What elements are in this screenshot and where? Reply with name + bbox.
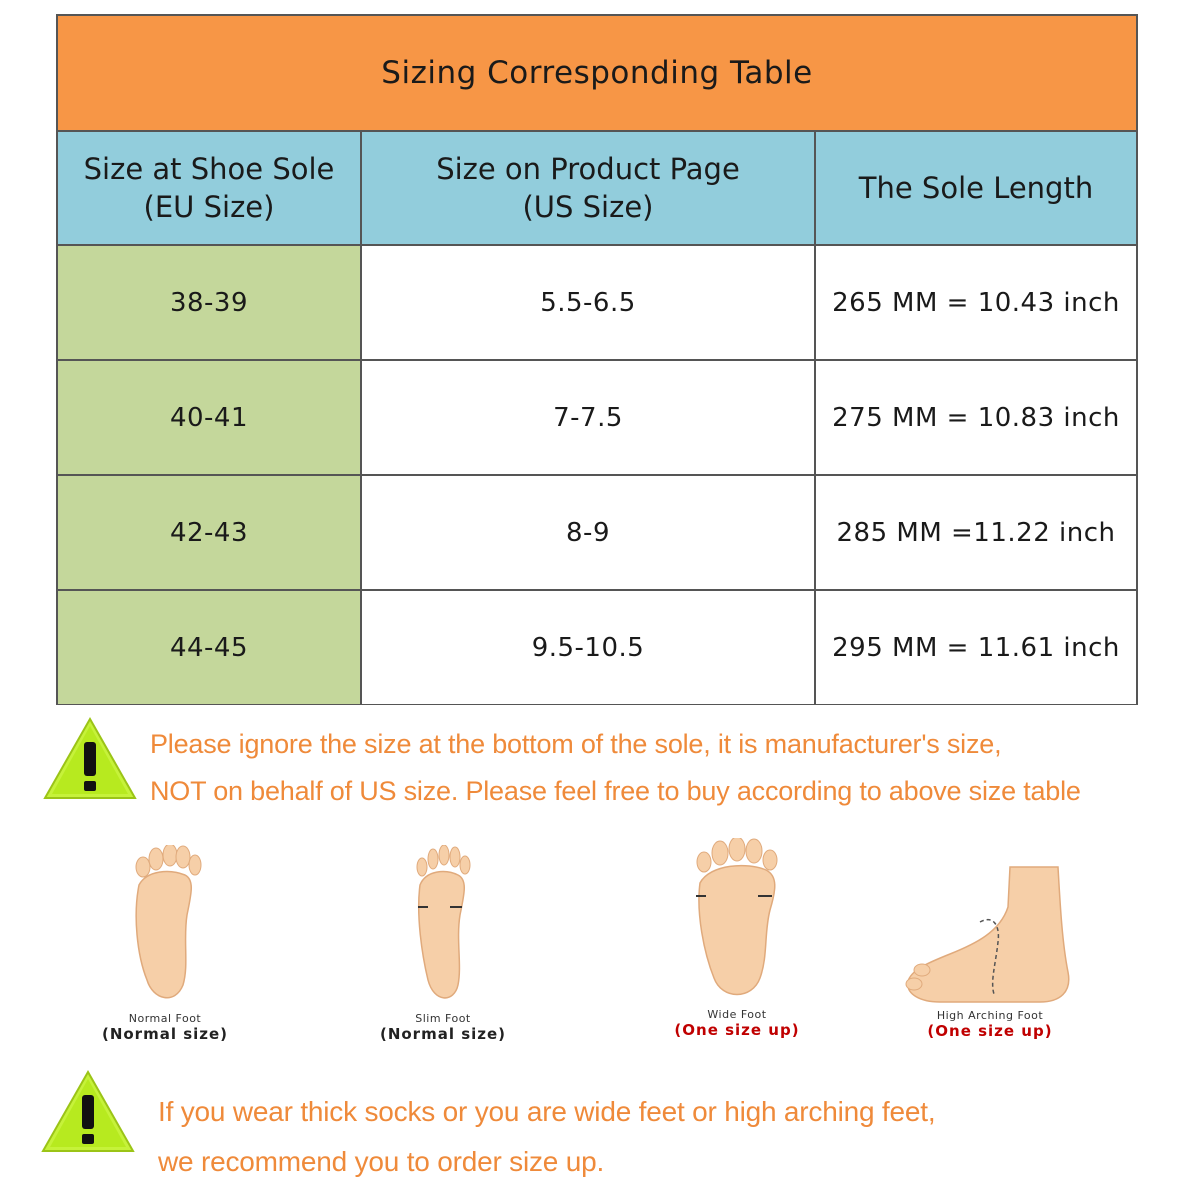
table-row: [58, 591, 1136, 704]
sole-length-cell: 265 MM = 10.43 inch: [816, 246, 1136, 359]
sizing-table: [56, 14, 1138, 705]
table-row: [58, 361, 1136, 476]
eu-size-cell: 42-43: [58, 476, 362, 589]
warning-icon: [42, 716, 138, 806]
header-us-size: Size on Product Page (US Size): [362, 132, 816, 244]
normal-foot-icon: [125, 845, 205, 1010]
sole-length-cell: 275 MM = 10.83 inch: [816, 361, 1136, 474]
table-body: [58, 246, 1136, 703]
table-header-row: [58, 132, 1136, 246]
wide-foot-figure: [662, 838, 812, 1039]
wide-foot-icon: [692, 838, 782, 1006]
table-row: [58, 476, 1136, 591]
slim-foot-icon: [410, 845, 476, 1010]
size-up-recommendation-line1: If you wear thick socks or you are wide feet or high arching feet,: [158, 1096, 936, 1127]
normal-foot-figure: [92, 845, 238, 1043]
us-size-cell: 9.5-10.5: [362, 591, 816, 704]
table-title: Sizing Corresponding Table: [58, 16, 1136, 132]
sole-size-note-line2: NOT on behalf of US size. Please feel free to buy according to above size table: [150, 776, 1081, 806]
eu-size-cell: 38-39: [58, 246, 362, 359]
slim-foot-figure: [370, 845, 516, 1043]
sole-size-note: [150, 721, 1081, 815]
foot-size-advice: (One size up): [674, 1021, 800, 1039]
header-eu-size: Size at Shoe Sole (EU Size): [58, 132, 362, 244]
foot-type-label: High Arching Foot: [936, 1009, 1044, 1022]
us-size-cell: 8-9: [362, 476, 816, 589]
eu-size-cell: 40-41: [58, 361, 362, 474]
high-arching-foot-icon: [900, 862, 1080, 1007]
foot-type-label: Normal Foot: [128, 1012, 202, 1025]
sole-length-cell: 285 MM =11.22 inch: [816, 476, 1136, 589]
warning-icon: [40, 1069, 136, 1159]
us-size-cell: 5.5-6.5: [362, 246, 816, 359]
sole-length-cell: 295 MM = 11.61 inch: [816, 591, 1136, 704]
table-row: [58, 246, 1136, 361]
size-up-recommendation: [158, 1087, 935, 1187]
eu-size-cell: 44-45: [58, 591, 362, 704]
sole-size-note-line1: Please ignore the size at the bottom of the sole, it is manufacturer's size,: [150, 729, 1002, 759]
us-size-cell: 7-7.5: [362, 361, 816, 474]
foot-type-label: Wide Foot: [707, 1008, 767, 1021]
foot-size-advice: (One size up): [927, 1022, 1053, 1040]
foot-type-label: Slim Foot: [415, 1012, 471, 1025]
size-up-recommendation-line2: we recommend you to order size up.: [158, 1146, 605, 1177]
header-sole-length: The Sole Length: [816, 132, 1136, 244]
foot-size-advice: (Normal size): [379, 1025, 507, 1043]
foot-size-advice: (Normal size): [101, 1025, 229, 1043]
high-arching-foot-figure: [890, 862, 1090, 1040]
